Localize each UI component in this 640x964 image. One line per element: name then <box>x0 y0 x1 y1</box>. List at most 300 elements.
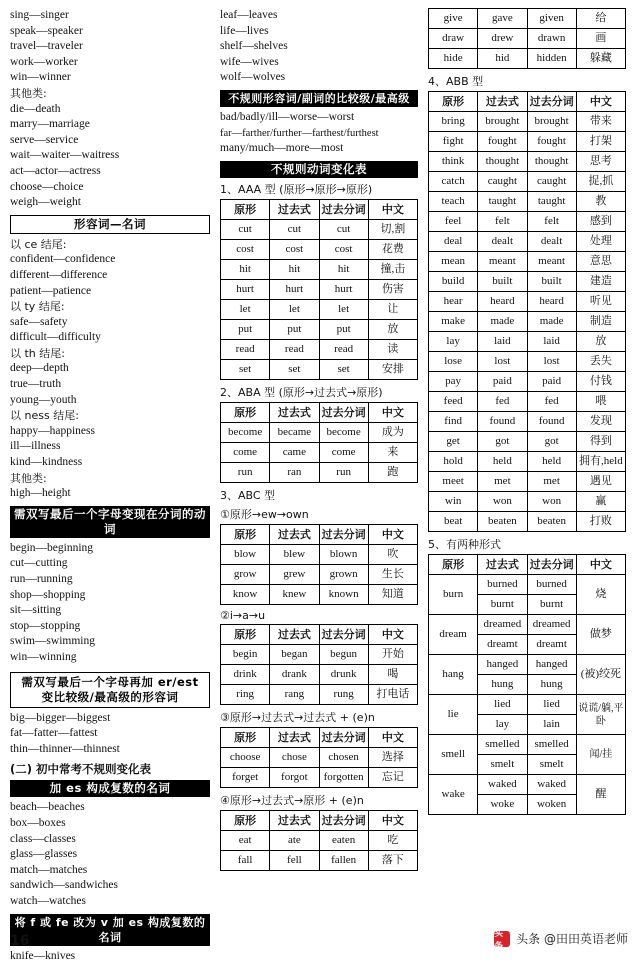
cell-pp: met <box>527 472 576 492</box>
cell-past: put <box>270 319 319 339</box>
table-header-row <box>429 92 626 112</box>
cell-pp: won <box>527 492 576 512</box>
word-pair: run—running <box>10 572 210 588</box>
cell-pp: taught <box>527 192 576 212</box>
abc-sub-1: ①原形→ew→own <box>220 506 418 522</box>
cell-cn: 做梦 <box>576 615 625 655</box>
cell-base: set <box>221 359 270 379</box>
word-pair: act—actor—actress <box>10 164 210 180</box>
cell-base: feel <box>429 212 478 232</box>
cell-past: beaten <box>478 512 527 532</box>
cell-base: ring <box>221 684 270 704</box>
cell-past: hit <box>270 259 319 279</box>
cell-pp: grown <box>319 564 368 584</box>
cell-pp: heard <box>527 292 576 312</box>
cell-past: built <box>478 272 527 292</box>
cell-past: taught <box>478 192 527 212</box>
cell-past: waked <box>478 775 527 795</box>
table-row <box>221 664 418 684</box>
cell-past: drank <box>270 664 319 684</box>
table-row <box>429 432 626 452</box>
cell-cn: 忘记 <box>368 767 417 787</box>
word-pair: cut—cutting <box>10 556 210 572</box>
cell-past: chose <box>270 747 319 767</box>
cell-pp: dealt <box>527 232 576 252</box>
col-base: 原形 <box>221 810 270 830</box>
col-base: 原形 <box>429 555 478 575</box>
cell-cn: 开始 <box>368 644 417 664</box>
word-pair: die—death <box>10 102 210 118</box>
col-base: 原形 <box>221 727 270 747</box>
cell-pp: felt <box>527 212 576 232</box>
cell-pp: smelled <box>527 735 576 755</box>
cell-pp: rung <box>319 684 368 704</box>
table-row <box>221 319 418 339</box>
cell-past: dealt <box>478 232 527 252</box>
col-pp: 过去分词 <box>319 810 368 830</box>
cell-pp: drawn <box>527 29 576 49</box>
table-row <box>429 29 626 49</box>
cell-pp: fallen <box>319 850 368 870</box>
cell-base: hear <box>429 292 478 312</box>
word-pair: win—winning <box>10 650 210 666</box>
cell-base: draw <box>429 29 478 49</box>
cell-pp: got <box>527 432 576 452</box>
word-pair: difficult—difficulty <box>10 330 210 346</box>
abc-sub-4: ④原形→过去式→原形 + (e)n <box>220 792 418 808</box>
cell-pp: woken <box>527 795 576 815</box>
banner-double-letter-ing: 需双写最后一个字母变现在分词的动词 <box>10 506 210 538</box>
word-pair: stop—stopping <box>10 619 210 635</box>
cell-past: brought <box>478 112 527 132</box>
table-row <box>221 830 418 850</box>
aaa-table <box>220 199 418 380</box>
cell-base: cut <box>221 219 270 239</box>
cell-base: hide <box>429 49 478 69</box>
table-row <box>221 219 418 239</box>
col-cn: 中文 <box>368 624 417 644</box>
column-1 <box>10 8 210 964</box>
page-number: 16 <box>10 933 29 949</box>
cell-past: fed <box>478 392 527 412</box>
ty-label: 以 ty 结尾: <box>10 299 210 315</box>
cell-cn: 躲藏 <box>576 49 625 69</box>
cell-past: lost <box>478 352 527 372</box>
cell-base: eat <box>221 830 270 850</box>
cell-cn: 跑 <box>368 462 417 482</box>
word-pair: true—truth <box>10 377 210 393</box>
table-row <box>429 352 626 372</box>
cell-base: wake <box>429 775 478 815</box>
cell-base: blow <box>221 544 270 564</box>
col-base: 原形 <box>221 524 270 544</box>
cell-cn: 遇见 <box>576 472 625 492</box>
cell-cn: 拥有,held <box>576 452 625 472</box>
table-row <box>429 9 626 29</box>
ce-label: 以 ce 结尾: <box>10 237 210 253</box>
col-pp: 过去分词 <box>319 727 368 747</box>
three-column-layout <box>10 8 630 964</box>
cell-base: hurt <box>221 279 270 299</box>
cell-cn: 打电话 <box>368 684 417 704</box>
cell-cn: 喂 <box>576 392 625 412</box>
cell-past: held <box>478 452 527 472</box>
cell-pp: paid <box>527 372 576 392</box>
cell-base: win <box>429 492 478 512</box>
cell-past: fought <box>478 132 527 152</box>
cell-base: lie <box>429 695 478 735</box>
word-pair: swim—swimming <box>10 634 210 650</box>
col-pp: 过去分词 <box>319 199 368 219</box>
cell-base: run <box>221 462 270 482</box>
cell-base: make <box>429 312 478 332</box>
table-row <box>429 49 626 69</box>
cell-past: gave <box>478 9 527 29</box>
column-3 <box>428 8 626 819</box>
table-row <box>221 442 418 462</box>
cell-cn: 选择 <box>368 747 417 767</box>
footer-brand-text: 头条 @田田英语老师 <box>516 930 628 947</box>
col-past: 过去式 <box>478 92 527 112</box>
cell-past: hurt <box>270 279 319 299</box>
cell-past: laid <box>478 332 527 352</box>
cell-cn: 处理 <box>576 232 625 252</box>
cell-past: ate <box>270 830 319 850</box>
cell-past: thought <box>478 152 527 172</box>
cell-past: burnt <box>478 595 527 615</box>
cell-pp: forgotten <box>319 767 368 787</box>
cell-cn: (被)绞死 <box>576 655 625 695</box>
table-row <box>429 232 626 252</box>
cell-base: lay <box>429 332 478 352</box>
cell-past: caught <box>478 172 527 192</box>
cell-pp: smelt <box>527 755 576 775</box>
abc-table-3 <box>220 727 418 788</box>
cell-pp: let <box>319 299 368 319</box>
abc-title: 3、ABC 型 <box>220 487 418 503</box>
cell-pp: eaten <box>319 830 368 850</box>
cell-pp: cut <box>319 219 368 239</box>
cell-cn: 思考 <box>576 152 625 172</box>
cell-pp: hung <box>527 675 576 695</box>
ness-label: 以 ness 结尾: <box>10 408 210 424</box>
cell-cn: 成为 <box>368 422 417 442</box>
cell-pp: put <box>319 319 368 339</box>
table-row <box>221 747 418 767</box>
cell-pp: come <box>319 442 368 462</box>
others-label-2: 其他类: <box>10 471 210 487</box>
cell-cn: 说谎/躺,平卧 <box>576 695 625 735</box>
word-pair: ill—illness <box>10 439 210 455</box>
table-row <box>429 152 626 172</box>
table-row <box>429 735 626 755</box>
cell-past: set <box>270 359 319 379</box>
cell-cn: 发现 <box>576 412 625 432</box>
cell-cn: 放 <box>576 332 625 352</box>
table-row <box>429 112 626 132</box>
cell-base: dream <box>429 615 478 655</box>
cell-pp: lain <box>527 715 576 735</box>
cell-past: made <box>478 312 527 332</box>
cell-past: hanged <box>478 655 527 675</box>
cell-cn: 安排 <box>368 359 417 379</box>
aba-table <box>220 402 418 483</box>
cell-base: give <box>429 9 478 29</box>
table-row <box>221 850 418 870</box>
table-header-row <box>429 555 626 575</box>
table-row <box>429 272 626 292</box>
table-header-row <box>221 727 418 747</box>
word-pair: wait—waiter—waitress <box>10 148 210 164</box>
cell-cn: 喝 <box>368 664 417 684</box>
table-row <box>429 392 626 412</box>
table-row <box>221 462 418 482</box>
cell-cn: 画 <box>576 29 625 49</box>
irregular-comparative: bad/badly/ill—worse—worst <box>220 110 418 126</box>
cell-pp: beaten <box>527 512 576 532</box>
table-row <box>429 655 626 675</box>
word-pair: shelf—shelves <box>220 39 418 55</box>
cell-cn: 醒 <box>576 775 625 815</box>
table-row <box>221 564 418 584</box>
cell-cn: 让 <box>368 299 417 319</box>
table-row <box>221 767 418 787</box>
cell-pp: laid <box>527 332 576 352</box>
cell-base: become <box>221 422 270 442</box>
abb-title: 4、ABB 型 <box>428 73 626 89</box>
cell-pp: cost <box>319 239 368 259</box>
word-pair: serve—service <box>10 133 210 149</box>
cell-pp: waked <box>527 775 576 795</box>
cell-base: fight <box>429 132 478 152</box>
cell-base: grow <box>221 564 270 584</box>
table-row <box>221 544 418 564</box>
cell-base: drink <box>221 664 270 684</box>
table-row <box>221 359 418 379</box>
irregular-comparative: many/much—more—most <box>220 141 418 157</box>
cell-past: smelled <box>478 735 527 755</box>
cell-cn: 烧 <box>576 575 625 615</box>
cell-past: began <box>270 644 319 664</box>
table-row <box>221 644 418 664</box>
banner-f-to-ves: 将 f 或 fe 改为 v 加 es 构成复数的名词 <box>10 914 210 946</box>
cell-cn: 带来 <box>576 112 625 132</box>
cell-cn: 意思 <box>576 252 625 272</box>
word-pair: deep—depth <box>10 361 210 377</box>
cell-cn: 吹 <box>368 544 417 564</box>
cell-cn: 吃 <box>368 830 417 850</box>
cell-base: deal <box>429 232 478 252</box>
cell-pp: drunk <box>319 664 368 684</box>
cell-past: lied <box>478 695 527 715</box>
cell-base: hit <box>221 259 270 279</box>
cell-base: choose <box>221 747 270 767</box>
cell-cn: 制造 <box>576 312 625 332</box>
table-row <box>221 299 418 319</box>
cell-past: paid <box>478 372 527 392</box>
table-row <box>429 615 626 635</box>
cell-past: felt <box>478 212 527 232</box>
word-pair: happy—happiness <box>10 424 210 440</box>
toutiao-logo-icon: 头条 <box>494 931 510 947</box>
cell-base: read <box>221 339 270 359</box>
cell-cn: 落下 <box>368 850 417 870</box>
cell-pp: fed <box>527 392 576 412</box>
col-past: 过去式 <box>270 810 319 830</box>
table-row <box>429 452 626 472</box>
table-row <box>429 292 626 312</box>
cell-cn: 知道 <box>368 584 417 604</box>
cell-pp: held <box>527 452 576 472</box>
banner-adj-to-noun: 形容词—名词 <box>10 215 210 234</box>
table-header-row <box>221 199 418 219</box>
table-header-row <box>221 524 418 544</box>
cell-cn: 捉,抓 <box>576 172 625 192</box>
cell-cn: 撞,击 <box>368 259 417 279</box>
cell-base: lose <box>429 352 478 372</box>
cell-base: beat <box>429 512 478 532</box>
cell-base: begin <box>221 644 270 664</box>
table-row <box>221 422 418 442</box>
col-past: 过去式 <box>270 727 319 747</box>
cell-past: woke <box>478 795 527 815</box>
word-pair: marry—marriage <box>10 117 210 133</box>
cell-cn: 花费 <box>368 239 417 259</box>
col-cn: 中文 <box>368 402 417 422</box>
table-row <box>429 472 626 492</box>
table-row <box>429 695 626 715</box>
cell-past: heard <box>478 292 527 312</box>
cell-pp: hanged <box>527 655 576 675</box>
cell-base: hang <box>429 655 478 695</box>
cell-cn: 伤害 <box>368 279 417 299</box>
cell-cn: 付钱 <box>576 372 625 392</box>
word-pair: watch—watches <box>10 894 210 910</box>
cell-past: read <box>270 339 319 359</box>
cell-pp: made <box>527 312 576 332</box>
cell-past: hung <box>478 675 527 695</box>
col-cn: 中文 <box>368 524 417 544</box>
cell-past: dreamed <box>478 615 527 635</box>
table-row <box>429 172 626 192</box>
cell-cn: 教 <box>576 192 625 212</box>
table-row <box>221 259 418 279</box>
col-cn: 中文 <box>368 727 417 747</box>
word-pair: match—matches <box>10 863 210 879</box>
cell-cn: 感到 <box>576 212 625 232</box>
cell-pp: brought <box>527 112 576 132</box>
cell-past: found <box>478 412 527 432</box>
irregular-comparative: far—farther/further—farthest/furthest <box>220 126 418 142</box>
cell-cn: 闻/挂 <box>576 735 625 775</box>
cell-cn: 给 <box>576 9 625 29</box>
col-past: 过去式 <box>270 524 319 544</box>
cell-pp: blown <box>319 544 368 564</box>
word-pair: young—youth <box>10 393 210 409</box>
cell-base: put <box>221 319 270 339</box>
cell-pp: fought <box>527 132 576 152</box>
cell-pp: hit <box>319 259 368 279</box>
cell-past: dreamt <box>478 635 527 655</box>
cell-past: fell <box>270 850 319 870</box>
cell-base: teach <box>429 192 478 212</box>
col-base: 原形 <box>221 624 270 644</box>
cell-cn: 读 <box>368 339 417 359</box>
cell-pp: hidden <box>527 49 576 69</box>
cell-base: know <box>221 584 270 604</box>
cell-base: forget <box>221 767 270 787</box>
table-header-row <box>221 624 418 644</box>
cell-cn: 赢 <box>576 492 625 512</box>
table-row <box>429 132 626 152</box>
cell-past: won <box>478 492 527 512</box>
cell-base: feed <box>429 392 478 412</box>
abc-table-4 <box>220 810 418 871</box>
table-header-row <box>221 402 418 422</box>
table-row <box>221 279 418 299</box>
cell-cn: 来 <box>368 442 417 462</box>
two-forms-table <box>428 554 626 815</box>
table-row <box>429 412 626 432</box>
col-base: 原形 <box>429 92 478 112</box>
cell-past: blew <box>270 544 319 564</box>
word-pair: win—winner <box>10 70 210 86</box>
table-row <box>429 775 626 795</box>
col-base: 原形 <box>221 199 270 219</box>
table-row <box>429 252 626 272</box>
table-row <box>429 372 626 392</box>
cell-base: pay <box>429 372 478 392</box>
cell-pp: run <box>319 462 368 482</box>
cell-past: burned <box>478 575 527 595</box>
col-cn: 中文 <box>576 555 625 575</box>
word-pair: glass—glasses <box>10 847 210 863</box>
table-row <box>221 584 418 604</box>
cell-pp: hurt <box>319 279 368 299</box>
col-pp: 过去分词 <box>319 402 368 422</box>
word-pair: beach—beaches <box>10 800 210 816</box>
cell-pp: lied <box>527 695 576 715</box>
cell-pp: burnt <box>527 595 576 615</box>
cell-pp: caught <box>527 172 576 192</box>
word-pair: confident—confidence <box>10 252 210 268</box>
col-past: 过去式 <box>270 199 319 219</box>
word-pair: life—lives <box>220 24 418 40</box>
banner-irregular-verbs: 不规则动词变化表 <box>220 161 418 178</box>
col-past: 过去式 <box>270 624 319 644</box>
cell-cn: 建造 <box>576 272 625 292</box>
column-2 <box>220 8 418 875</box>
cell-past: cost <box>270 239 319 259</box>
cell-pp: meant <box>527 252 576 272</box>
word-pair: thin—thinner—thinnest <box>10 742 210 758</box>
cell-cn: 生长 <box>368 564 417 584</box>
cell-pp: become <box>319 422 368 442</box>
cell-base: hold <box>429 452 478 472</box>
col-pp: 过去分词 <box>527 92 576 112</box>
word-pair: patient—patience <box>10 284 210 300</box>
cell-past: ran <box>270 462 319 482</box>
cell-past: hid <box>478 49 527 69</box>
cell-cn: 放 <box>368 319 417 339</box>
cell-past: drew <box>478 29 527 49</box>
cell-pp: set <box>319 359 368 379</box>
word-pair: knife—knives <box>10 949 210 964</box>
cell-past: meant <box>478 252 527 272</box>
cell-base: build <box>429 272 478 292</box>
word-pair: sit—sitting <box>10 603 210 619</box>
banner-line-2: 变比较级/最高级的形容词 <box>13 690 207 705</box>
